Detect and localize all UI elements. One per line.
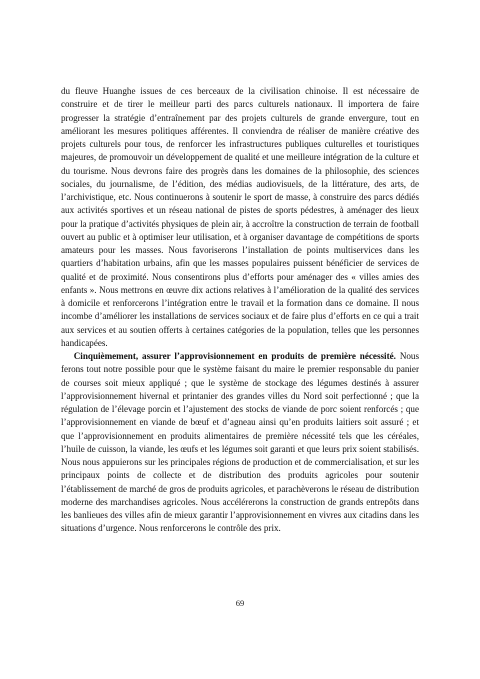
section-heading: Cinquièmement, assurer l’approvisionnement en produits de première nécessité.	[73, 351, 396, 361]
body-text	[61, 85, 419, 536]
paragraph-2-body: Nous ferons tout notre possible pour que le système faisant du maire le premier responsable du panier de courses soit mieux appliqué ; que le système de stockage des légumes destinés à assurer l’approvisionnement hivernal et printanier des grandes villes du Nord soit perfectionné ; que la régulation de l’élevage porcin et l’ajustement des stocks de viande de porc soient renforcés ; que l’approvisionnement en viande de bœuf et d’agneau ainsi qu’en produits laitiers soit assuré ; et que l’approvisionnement en produits alimentaires de première nécessité tels que les céréales, l’huile de cuisson, la viande, les œufs et les légumes soit garanti et que leurs prix soient stabilisés. Nous nous appuierons sur les principales régions de production et de commercialisation, et sur les principaux points de collecte et de distribution des produits agricoles pour soutenir l’établissement de marché de gros de produits agricoles, et parachèverons le réseau de distribution moderne des marchandises agricoles. Nous accélérerons la construction de grands entrepôts dans les banlieues des villes afin de mieux garantir l’approvisionnement en vivres aux citadins dans les situations d’urgence. Nous renforcerons le contrôle des prix.	[61, 351, 420, 534]
page-number: 69	[235, 598, 245, 608]
paragraph-1: du fleuve Huanghe issues de ces berceaux de la civilisation chinoise. Il est nécessaire de construire et de tirer le meilleur parti des parcs culturels nationaux. Il importera de faire progresser la stratégie d’entraînement par des projets culturels de grande envergure, tout en améliorant les mesures politiques afférentes. Il conviendra de réaliser de manière créative des projets culturels pour tous, de renforcer les infrastructures publiques culturelles et touristiques majeures, de promouvoir un développement de qualité et une meilleure intégration de la culture et du tourisme. Nous devrons faire des progrès dans les domaines de la philosophie, des sciences sociales, du journalisme, de l’édition, des médias audiovisuels, de la littérature, des arts, de l’archivistique, etc. Nous continuerons à soutenir le sport de masse, à construire des parcs dédiés aux activités sportives et un réseau national de pistes de sports pédestres, à aménager des lieux pour la pratique d’activités physiques de plein air, à accroître la construction de terrain de football ouvert au public et à optimiser leur utilisation, et à organiser davantage de compétitions de sports amateurs pour les masses. Nous favoriserons l’installation de points multiservices dans les quartiers d’habitation urbains, afin que les masses populaires puissent bénéficier de services de qualité et de proximité. Nous consentirons plus d’efforts pour aménager des « villes amies des enfants ». Nous mettrons en œuvre dix actions relatives à l’amélioration de la qualité des services à domicile et renforcerons l’intégration entre le travail et la formation dans ce domaine. Il nous incombe d’améliorer les installations de services sociaux et de faire plus d’efforts en ce qui a trait aux services et au soutien offerts à certaines catégories de la population, telles que les personnes handicapées.	[61, 86, 419, 348]
paragraph-2	[61, 350, 419, 536]
